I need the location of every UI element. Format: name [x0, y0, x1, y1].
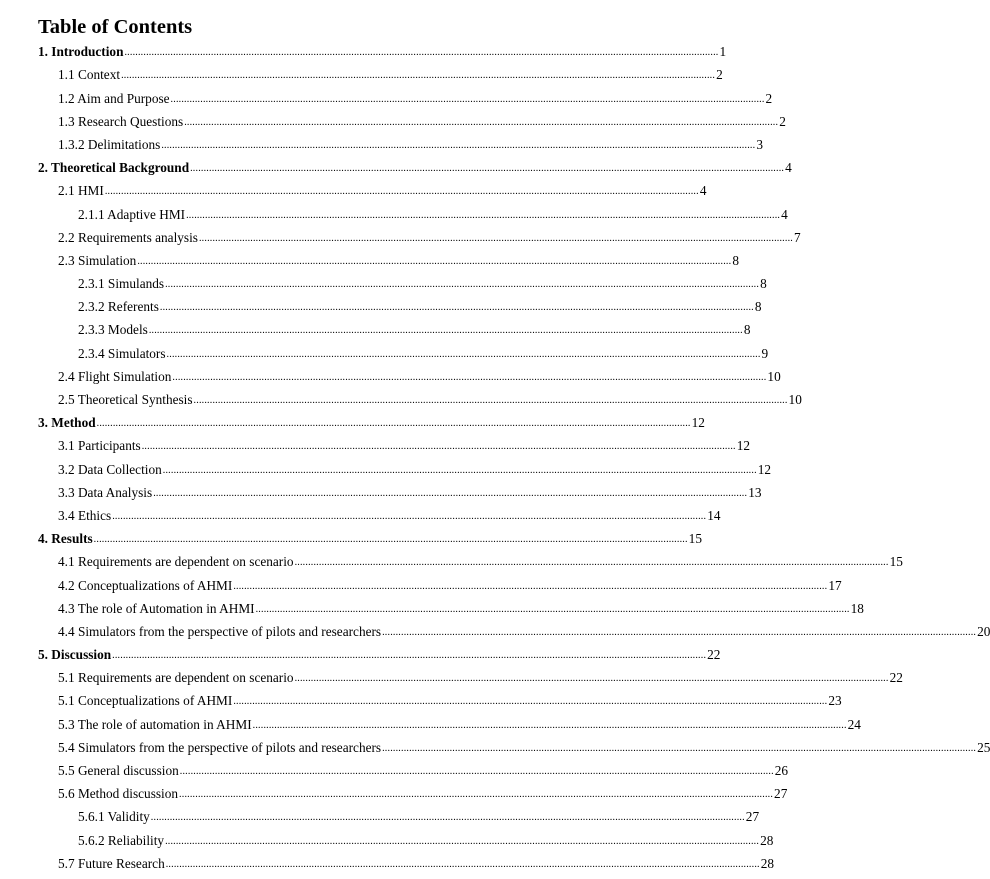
dot-leader: ............................................................................................................................................................................................................................: [153, 487, 748, 499]
dot-leader: ............................................................................................................................................................................................................................: [112, 650, 707, 662]
toc-entry-title: 3.1 Participants: [58, 438, 141, 454]
toc-entry-title: 5.1 Conceptualizations of AHMI: [58, 693, 233, 709]
toc-entry-title: 2.2 Requirements analysis: [58, 229, 198, 245]
dot-leader: ............................................................................................................................................................................................................................: [141, 441, 736, 453]
dot-leader: ............................................................................................................................................................................................................................: [165, 835, 760, 847]
toc-entry-page-number: 22: [889, 670, 903, 686]
toc-entry-title: 2. Theoretical Background: [38, 160, 190, 176]
toc-entry-page-number: 13: [748, 484, 762, 500]
toc-entry-title: 2.3 Simulation: [58, 252, 137, 268]
toc-entry-page-number: 2: [779, 113, 786, 129]
toc-entry[interactable]: [0, 736, 990, 759]
toc-entry-page-number: 28: [760, 855, 775, 871]
toc-entry-page-number: 4: [781, 206, 788, 222]
toc-list: [0, 40, 990, 875]
toc-entry[interactable]: [0, 202, 788, 225]
dot-leader: ............................................................................................................................................................................................................................: [161, 139, 756, 151]
toc-entry-title: 1.2 Aim and Purpose: [58, 90, 170, 106]
toc-entry-title: 3.4 Ethics: [58, 507, 112, 523]
toc-entry[interactable]: [0, 272, 767, 295]
dot-leader: ............................................................................................................................................................................................................................: [159, 302, 754, 314]
toc-entry-page-number: 8: [760, 276, 767, 292]
toc-entry[interactable]: [0, 434, 751, 457]
toc-entry[interactable]: [0, 457, 772, 480]
toc-entry-title: 2.4 Flight Simulation: [58, 368, 172, 384]
toc-entry[interactable]: [0, 712, 861, 735]
toc-entry-title: 2.1.1 Adaptive HMI: [78, 206, 186, 222]
toc-entry-title: 1.3.2 Delimitations: [58, 136, 161, 152]
toc-entry[interactable]: [0, 481, 762, 504]
dot-leader: ............................................................................................................................................................................................................................: [121, 70, 716, 82]
dot-leader: ............................................................................................................................................................................................................................: [179, 766, 774, 777]
toc-entry-title: 5.4 Simulators from the perspective of pilots and researchers: [58, 739, 382, 755]
toc-entry-page-number: 18: [850, 600, 864, 616]
toc-entry[interactable]: [0, 110, 786, 133]
toc-entry-page-number: 10: [788, 392, 802, 407]
toc-entry[interactable]: [0, 86, 773, 109]
dot-leader: ............................................................................................................................................................................................................................: [184, 116, 779, 128]
toc-entry-page-number: 8: [754, 299, 762, 315]
toc-entry-page-number: 1: [719, 44, 727, 60]
dot-leader: ............................................................................................................................................................................................................................: [96, 418, 691, 430]
toc-entry-page-number: 27: [745, 809, 760, 825]
toc-entry-page-number: 24: [847, 716, 861, 732]
toc-entry[interactable]: [0, 689, 842, 712]
dot-leader: ............................................................................................................................................................................................................................: [170, 93, 765, 105]
toc-entry-page-number: 4: [699, 183, 707, 199]
toc-entry-title: 2.3.2 Referents: [78, 299, 159, 315]
toc-entry-page-number: 4: [785, 160, 792, 176]
toc-entry[interactable]: [0, 597, 864, 620]
toc-entry-page-number: 27: [774, 786, 788, 802]
toc-entry[interactable]: [0, 759, 789, 782]
toc-entry[interactable]: [0, 504, 721, 527]
dot-leader: ............................................................................................................................................................................................................................: [233, 696, 828, 708]
toc-entry[interactable]: [0, 249, 739, 272]
toc-entry[interactable]: [0, 782, 788, 805]
toc-entry[interactable]: [0, 388, 802, 411]
dot-leader: ............................................................................................................................................................................................................................: [150, 812, 745, 824]
toc-entry-page-number: 2: [716, 67, 723, 83]
dot-leader: ............................................................................................................................................................................................................................: [166, 348, 761, 360]
dot-leader: ............................................................................................................................................................................................................................: [137, 255, 732, 267]
toc-entry-page-number: 15: [688, 531, 702, 547]
toc-entry-title: 3.2 Data Collection: [58, 461, 162, 477]
toc-entry-title: 3. Method: [38, 415, 96, 431]
toc-entry-title: 3.3 Data Analysis: [58, 484, 153, 500]
toc-entry-title: 5.6.1 Validity: [78, 809, 150, 825]
toc-entry-page-number: 17: [828, 577, 842, 593]
toc-entry[interactable]: [0, 805, 760, 828]
toc-entry-title: 1. Introduction: [38, 44, 124, 60]
toc-entry-title: 5.3 The role of automation in AHMI: [58, 716, 252, 732]
toc-entry-title: 2.5 Theoretical Synthesis: [58, 392, 193, 407]
toc-entry[interactable]: [0, 365, 781, 388]
toc-entry[interactable]: [0, 156, 792, 179]
dot-leader: ............................................................................................................................................................................................................................: [255, 603, 850, 615]
toc-entry-page-number: 15: [889, 554, 903, 570]
toc-entry-page-number: 12: [757, 461, 772, 477]
dot-leader: ............................................................................................................................................................................................................................: [93, 534, 688, 546]
toc-entry[interactable]: [0, 550, 903, 573]
toc-entry-page-number: 2: [765, 90, 773, 106]
toc-entry-title: 5.6.2 Reliability: [78, 832, 165, 848]
dot-leader: ............................................................................................................................................................................................................................: [252, 719, 847, 731]
toc-entry-title: 2.3.3 Models: [78, 322, 148, 338]
toc-entry-title: 2.3.4 Simulators: [78, 345, 166, 361]
dot-leader: ............................................................................................................................................................................................................................: [294, 673, 889, 685]
toc-entry-title: 4.4 Simulators from the perspective of pilots and researchers: [58, 623, 382, 639]
toc-entry-page-number: 26: [774, 763, 789, 778]
toc-entry[interactable]: [0, 179, 707, 202]
toc-entry[interactable]: [0, 666, 903, 689]
dot-leader: ............................................................................................................................................................................................................................: [198, 232, 793, 244]
toc-entry-title: 2.1 HMI: [58, 183, 104, 199]
toc-entry-page-number: 8: [732, 252, 739, 268]
dot-leader: ............................................................................................................................................................................................................................: [193, 395, 788, 406]
dot-leader: ............................................................................................................................................................................................................................: [294, 557, 889, 569]
toc-entry[interactable]: [0, 40, 727, 63]
dot-leader: ............................................................................................................................................................................................................................: [124, 47, 719, 59]
toc-entry-page-number: 23: [828, 693, 842, 709]
toc-entry-title: 5.6 Method discussion: [58, 786, 179, 802]
toc-entry-title: 5.1 Requirements are dependent on scenario: [58, 670, 294, 686]
toc-title: Table of Contents: [38, 16, 193, 38]
toc-entry-page-number: 12: [691, 415, 705, 431]
dot-leader: ............................................................................................................................................................................................................................: [190, 163, 785, 175]
toc-entry-page-number: 20: [977, 623, 990, 639]
dot-leader: ............................................................................................................................................................................................................................: [179, 789, 774, 801]
toc-entry-page-number: 3: [756, 136, 763, 152]
toc-entry[interactable]: [0, 295, 762, 318]
dot-leader: ............................................................................................................................................................................................................................: [104, 186, 699, 198]
toc-entry[interactable]: [0, 318, 751, 341]
toc-entry-title: 5.5 General discussion: [58, 763, 179, 778]
toc-entry-page-number: 10: [767, 368, 781, 384]
toc-entry[interactable]: [0, 620, 990, 643]
toc-entry[interactable]: [0, 411, 705, 434]
dot-leader: ............................................................................................................................................................................................................................: [186, 209, 781, 221]
toc-entry-title: 2.3.1 Simulands: [78, 276, 165, 292]
dot-leader: ............................................................................................................................................................................................................................: [233, 580, 828, 592]
toc-entry-page-number: 8: [743, 322, 751, 338]
toc-entry-title: 4.2 Conceptualizations of AHMI: [58, 577, 233, 593]
toc-entry-title: 4.1 Requirements are dependent on scenario: [58, 554, 294, 570]
dot-leader: ............................................................................................................................................................................................................................: [382, 626, 977, 638]
toc-entry[interactable]: [0, 63, 723, 86]
toc-entry[interactable]: [0, 852, 775, 875]
toc-entry-page-number: 14: [707, 507, 721, 523]
toc-entry[interactable]: [0, 573, 842, 596]
toc-entry[interactable]: [0, 828, 774, 851]
dot-leader: ............................................................................................................................................................................................................................: [162, 464, 757, 476]
dot-leader: ............................................................................................................................................................................................................................: [165, 279, 760, 291]
toc-entry-page-number: 9: [761, 345, 769, 361]
toc-entry-title: 1.1 Context: [58, 67, 121, 83]
toc-entry-title: 5. Discussion: [38, 647, 112, 663]
toc-entry-page-number: 25: [977, 739, 990, 755]
toc-entry-title: 4.3 The role of Automation in AHMI: [58, 600, 255, 616]
toc-entry-title: 4. Results: [38, 531, 93, 547]
toc-entry-page-number: 28: [760, 832, 774, 848]
dot-leader: ............................................................................................................................................................................................................................: [172, 371, 767, 383]
dot-leader: ............................................................................................................................................................................................................................: [148, 325, 743, 337]
toc-entry-title: 5.7 Future Research: [58, 855, 165, 871]
toc-entry[interactable]: [0, 643, 721, 666]
toc-entry[interactable]: [0, 527, 702, 550]
dot-leader: ............................................................................................................................................................................................................................: [382, 742, 977, 754]
toc-entry-page-number: 22: [707, 647, 721, 663]
dot-leader: ............................................................................................................................................................................................................................: [165, 858, 760, 870]
toc-entry-title: 1.3 Research Questions: [58, 113, 184, 129]
toc-entry[interactable]: [0, 226, 801, 249]
toc-entry[interactable]: [0, 133, 763, 156]
toc-entry-page-number: 12: [736, 438, 751, 454]
toc-entry[interactable]: [0, 341, 769, 364]
dot-leader: ............................................................................................................................................................................................................................: [112, 510, 707, 522]
toc-entry-page-number: 7: [793, 229, 801, 245]
